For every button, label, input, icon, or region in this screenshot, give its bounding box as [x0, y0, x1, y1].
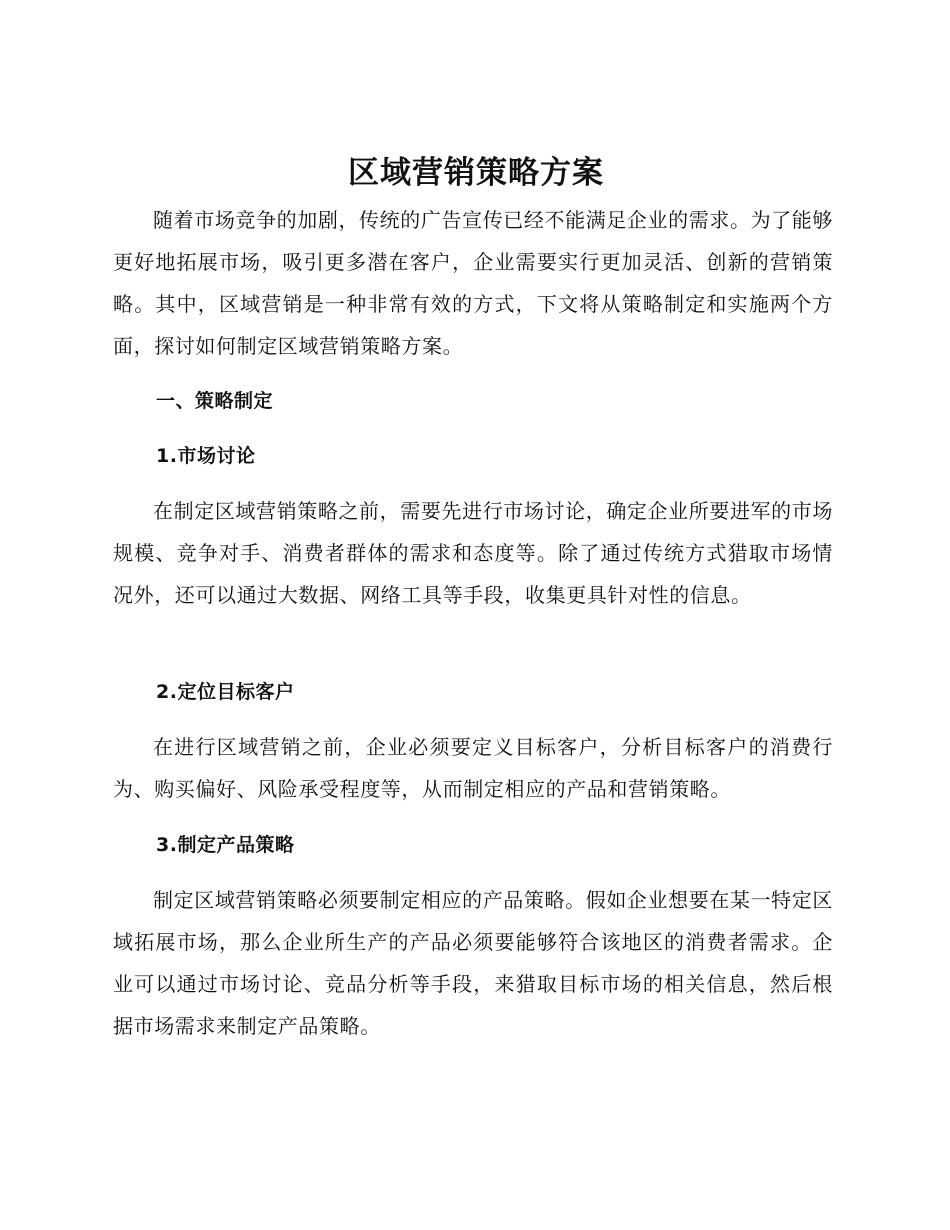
- subsection-heading-product-strategy: 3.制定产品策略: [156, 834, 295, 856]
- subsection-body-product-strategy: 制定区域营销策略必须要制定相应的产品策略。假如企业想要在某一特定区域拓展市场，那么企业所生产的产品必须要能够符合该地区的消费者需求。企业可以通过市场讨论、竞品分析等手段，来猎取目标市场的相关信息，然后根据市场需求来制定产品策略。: [113, 888, 833, 1038]
- intro-paragraph: 随着市场竞争的加剧，传统的广告宣传已经不能满足企业的需求。为了能够更好地拓展市场，吸引更多潜在客户，企业需要实行更加灵活、创新的营销策略。其中，区域营销是一种非常有效的方式，下文将从策略制定和实施两个方面，探讨如何制定区域营销策略方案。: [113, 208, 833, 358]
- subsection-body-target-customers: 在进行区域营销之前，企业必须要定义目标客户，分析目标客户的消费行为、购买偏好、风险承受程度等，从而制定相应的产品和营销策略。: [113, 735, 833, 801]
- document-title: 区域营销策略方案: [348, 155, 604, 191]
- subsection-heading-market-research: 1.市场讨论: [156, 445, 256, 467]
- subsection-body-market-research: 在制定区域营销策略之前，需要先进行市场讨论，确定企业所要进军的市场规模、竞争对手、消费者群体的需求和态度等。除了通过传统方式猎取市场情况外，还可以通过大数据、网络工具等手段，收集更具针对性的信息。: [113, 499, 833, 607]
- subsection-heading-target-customers: 2.定位目标客户: [156, 681, 295, 703]
- section-heading-strategy: 一、策略制定: [156, 390, 274, 412]
